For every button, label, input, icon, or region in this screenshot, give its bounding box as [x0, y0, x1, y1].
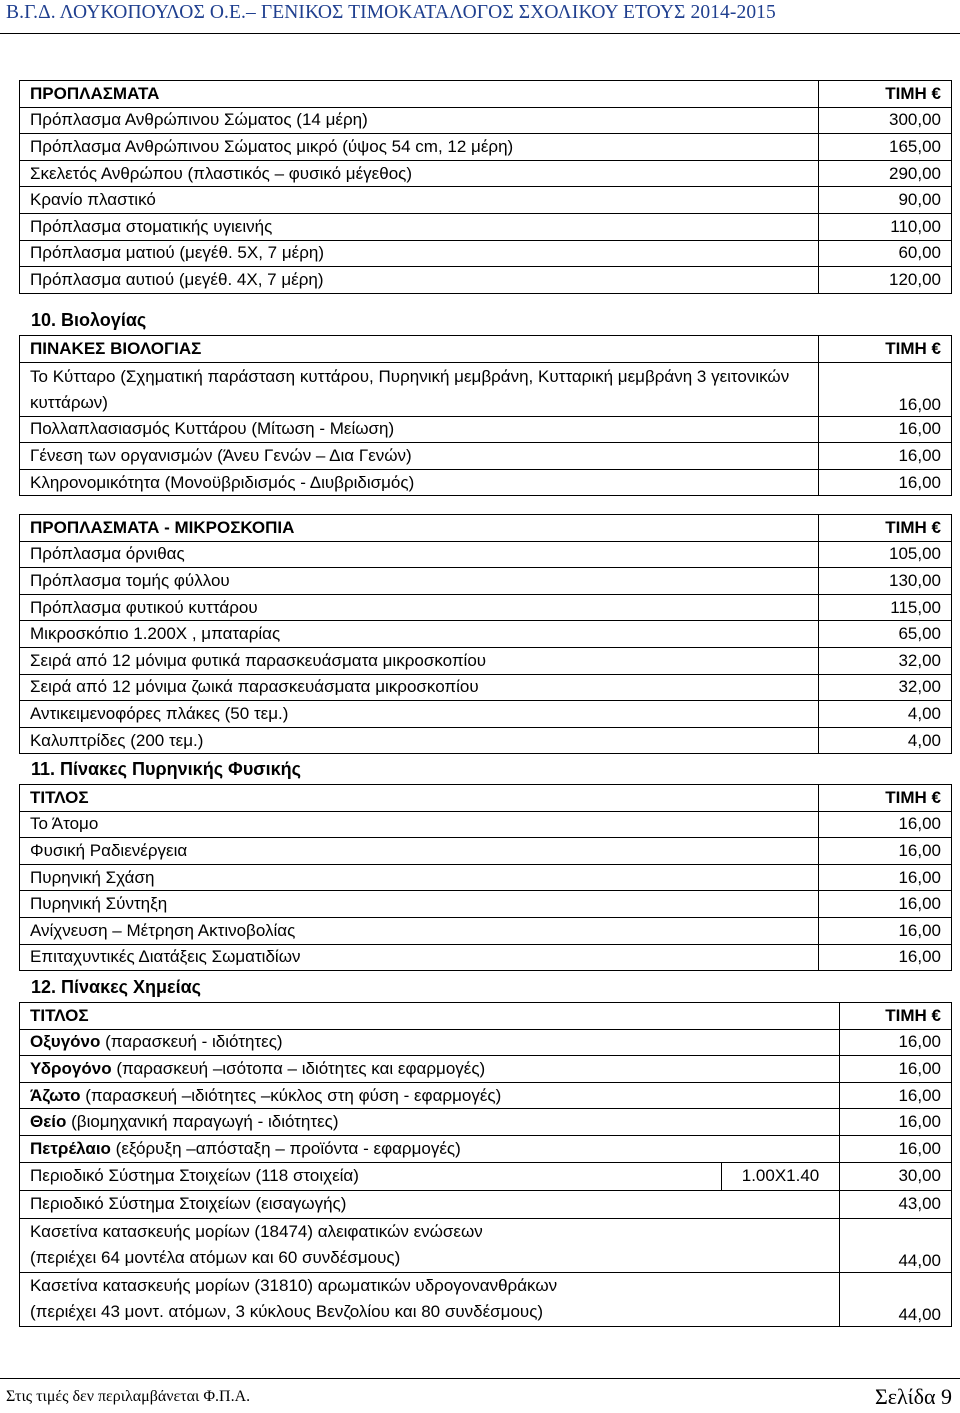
item-label-line2: (περιέχει 43 μοντ. ατόμων, 3 κύκλους Βενζολίου και 80 συνδέσμους): [30, 1302, 544, 1322]
item-price: 16,00: [840, 1056, 952, 1083]
table-row: [20, 621, 952, 648]
item-label: [20, 1109, 840, 1136]
item-price: 16,00: [819, 917, 952, 944]
item-price: 16,00: [819, 838, 952, 865]
item-price: 30,00: [840, 1162, 952, 1190]
item-price: 4,00: [819, 727, 952, 754]
item-price: 4,00: [819, 701, 952, 728]
item-price: 16,00: [819, 864, 952, 891]
item-label: Επιταχυντικές Διατάξεις Σωματιδίων: [20, 944, 819, 971]
item-price: 60,00: [819, 240, 952, 267]
table-row: [20, 160, 952, 187]
table-row: [20, 811, 952, 838]
table-row: [20, 594, 952, 621]
item-label: Πρόπλασμα ματιού (μεγέθ. 5Χ, 7 μέρη): [20, 240, 819, 267]
biology-charts-table: [19, 335, 952, 496]
item-label-line1: Κασετίνα κατασκευής μορίων (18474) αλειφατικών ενώσεων: [30, 1222, 483, 1242]
table-row: [20, 1109, 952, 1136]
item-label: Πρόπλασμα Ανθρώπινου Σώματος μικρό (ύψος 54 cm, 12 μέρη): [20, 134, 819, 161]
item-price: 16,00: [819, 443, 952, 470]
page-number: Σελίδα 9: [874, 1384, 952, 1409]
item-label: Πολλαπλασιασμός Κυττάρου (Μίτωση - Μείωση): [20, 416, 819, 443]
table-row: [20, 107, 952, 134]
table-row: [20, 1218, 952, 1272]
table-header-row: [20, 81, 952, 108]
column-header-price: ΤΙΜΗ €: [840, 1003, 952, 1030]
item-price: 32,00: [819, 674, 952, 701]
table-row: [20, 647, 952, 674]
table-row: [20, 1162, 952, 1190]
column-header-price: ΤΙΜΗ €: [819, 81, 952, 108]
section-title-chemistry: 12. Πίνακες Χημείας: [31, 977, 202, 997]
item-label: Σκελετός Ανθρώπου (πλαστικός – φυσικό μέγεθος): [20, 160, 819, 187]
item-label: Γένεση των οργανισμών (Άνευ Γενών – Δια Γενών): [20, 443, 819, 470]
item-price: 130,00: [819, 568, 952, 595]
column-header-item: ΠΙΝΑΚΕΣ ΒΙΟΛΟΓΙΑΣ: [20, 336, 819, 363]
table-row: [20, 917, 952, 944]
table-row: [20, 864, 952, 891]
document-header: Β.Γ.Δ. ΛΟΥΚΟΠΟΥΛΟΣ Ο.Ε.– ΓΕΝΙΚΟΣ ΤΙΜΟΚΑΤΑΛΟΓΟΣ ΣΧΟΛΙΚΟΥ ΕΤΟΥΣ 2014-2015: [6, 2, 776, 23]
item-label: Πρόπλασμα Ανθρώπινου Σώματος (14 μέρη): [20, 107, 819, 134]
table-row: [20, 1190, 952, 1218]
item-label: Πρόπλασμα όρνιθας: [20, 541, 819, 568]
table-header-row: [20, 515, 952, 542]
item-price: 90,00: [819, 187, 952, 214]
item-price: 16,00: [819, 811, 952, 838]
table-header-row: [20, 785, 952, 812]
item-label: Το Κύτταρο (Σχηματική παράσταση κυττάρου, Πυρηνική μεμβράνη, Κυτταρική μεμβράνη 3 γειτονικών κυττάρων): [20, 362, 819, 416]
item-label: Ανίχνευση – Μέτρηση Ακτινοβολίας: [20, 917, 819, 944]
table-row: [20, 1272, 952, 1326]
item-label: Κληρονομικότητα (Μονοϋβριδισμός - Διυβριδισμός): [20, 469, 819, 496]
item-price: 16,00: [819, 469, 952, 496]
item-label: Σειρά από 12 μόνιμα φυτικά παρασκευάσματα μικροσκοπίου: [20, 647, 819, 674]
table-row: [20, 267, 952, 294]
item-label: Σειρά από 12 μόνιμα ζωικά παρασκευάσματα μικροσκοπίου: [20, 674, 819, 701]
item-price: 16,00: [840, 1029, 952, 1056]
item-desc: (εξόρυξη –απόσταξη – προϊόντα - εφαρμογές): [110, 1138, 461, 1158]
item-label-line1: Κασετίνα κατασκευής μορίων (31810) αρωματικών υδρογονανθράκων: [30, 1276, 558, 1296]
nuclear-physics-table: [19, 784, 952, 971]
table-row: [20, 674, 952, 701]
item-label: [20, 1029, 840, 1056]
item-price: 44,00: [840, 1272, 952, 1326]
item-label: Το Άτομο: [20, 811, 819, 838]
table-row: [20, 1029, 952, 1056]
item-desc: (παρασκευή –ισότοπα – ιδιότητες και εφαρμογές): [111, 1058, 486, 1078]
table-row: [20, 240, 952, 267]
table-row: [20, 443, 952, 470]
column-header-price: ΤΙΜΗ €: [819, 336, 952, 363]
table-header-row: [20, 1003, 952, 1030]
item-price: 43,00: [840, 1190, 952, 1218]
item-label: Πρόπλασμα φυτικού κυττάρου: [20, 594, 819, 621]
item-price: 16,00: [819, 891, 952, 918]
item-name: Θείο: [30, 1112, 67, 1132]
table-row: [20, 1056, 952, 1083]
item-label: Πυρηνική Σύντηξη: [20, 891, 819, 918]
table-row: [20, 838, 952, 865]
item-price: 300,00: [819, 107, 952, 134]
item-size: 1.00Χ1.40: [721, 1162, 839, 1190]
table-row: [20, 134, 952, 161]
item-desc: (παρασκευή –ιδιότητες –κύκλος στη φύση - εφαρμογές): [80, 1085, 502, 1105]
table-row: [20, 213, 952, 240]
chemistry-table: [19, 1002, 952, 1327]
item-price: 16,00: [819, 362, 952, 416]
column-header-item: ΠΡΟΠΛΑΣΜΑΤΑ: [20, 81, 819, 108]
item-price: 115,00: [819, 594, 952, 621]
item-label-line2: (περιέχει 64 μοντέλα ατόμων και 60 συνδέσμους): [30, 1248, 401, 1268]
item-label: Πρόπλασμα τομής φύλλου: [20, 568, 819, 595]
item-name: Υδρογόνο: [30, 1058, 112, 1078]
item-label: Περιοδικό Σύστημα Στοιχείων (εισαγωγής): [20, 1190, 840, 1218]
item-name: Άζωτο: [30, 1085, 81, 1105]
table-row: [20, 944, 952, 971]
column-header-price: ΤΙΜΗ €: [819, 515, 952, 542]
table-row: [20, 1082, 952, 1109]
item-price: 32,00: [819, 647, 952, 674]
table-row: [20, 727, 952, 754]
item-price: 16,00: [819, 416, 952, 443]
table-row: [20, 541, 952, 568]
section-title-biology: 10. Βιολογίας: [31, 310, 147, 330]
item-price: 16,00: [819, 944, 952, 971]
table-row: [20, 568, 952, 595]
table-row: [20, 362, 952, 416]
item-label: [20, 1272, 840, 1326]
item-label: [20, 1218, 840, 1272]
item-label: Καλυπτρίδες (200 τεμ.): [20, 727, 819, 754]
table-row: [20, 891, 952, 918]
item-label: [20, 1082, 840, 1109]
table-row: [20, 469, 952, 496]
models-table: [19, 80, 952, 294]
item-name: Πετρέλαιο: [30, 1138, 111, 1158]
header-rule: [0, 33, 960, 34]
item-price: 290,00: [819, 160, 952, 187]
column-header-item: ΤΙΤΛΟΣ: [20, 1003, 840, 1030]
item-desc: (βιομηχανική παραγωγή - ιδιότητες): [66, 1112, 339, 1132]
table-header-row: [20, 336, 952, 363]
column-header-price: ΤΙΜΗ €: [819, 785, 952, 812]
item-desc: (παρασκευή - ιδιότητες): [100, 1032, 283, 1052]
item-price: 65,00: [819, 621, 952, 648]
item-label: Μικροσκόπιο 1.200Χ , μπαταρίας: [20, 621, 819, 648]
item-price: 16,00: [840, 1109, 952, 1136]
item-price: 16,00: [840, 1135, 952, 1162]
item-label: Φυσική Ραδιενέργεια: [20, 838, 819, 865]
column-header-item: ΠΡΟΠΛΑΣΜΑΤΑ - ΜΙΚΡΟΣΚΟΠΙΑ: [20, 515, 819, 542]
item-price: 105,00: [819, 541, 952, 568]
item-price: 44,00: [840, 1218, 952, 1272]
footer-rule: [0, 1378, 960, 1379]
microscopy-table: [19, 514, 952, 754]
item-price: 165,00: [819, 134, 952, 161]
item-price: 16,00: [840, 1082, 952, 1109]
item-price: 120,00: [819, 267, 952, 294]
table-row: [20, 187, 952, 214]
item-label: Πρόπλασμα στοματικής υγιεινής: [20, 213, 819, 240]
table-row: [20, 416, 952, 443]
item-label: Πυρηνική Σχάση: [20, 864, 819, 891]
item-label: Αντικειμενοφόρες πλάκες (50 τεμ.): [20, 701, 819, 728]
item-label: Πρόπλασμα αυτιού (μεγέθ. 4Χ, 7 μέρη): [20, 267, 819, 294]
vat-note: Στις τιμές δεν περιλαμβάνεται Φ.Π.Α.: [6, 1388, 251, 1405]
item-label: [20, 1056, 840, 1083]
item-label: [20, 1135, 840, 1162]
column-header-item: ΤΙΤΛΟΣ: [20, 785, 819, 812]
section-title-nuclear-physics: 11. Πίνακες Πυρηνικής Φυσικής: [31, 759, 302, 779]
table-row: [20, 1135, 952, 1162]
item-price: 110,00: [819, 213, 952, 240]
table-row: [20, 701, 952, 728]
item-label: Κρανίο πλαστικό: [20, 187, 819, 214]
item-label: Περιοδικό Σύστημα Στοιχείων (118 στοιχεία): [20, 1162, 722, 1190]
item-name: Οξυγόνο: [30, 1032, 101, 1052]
